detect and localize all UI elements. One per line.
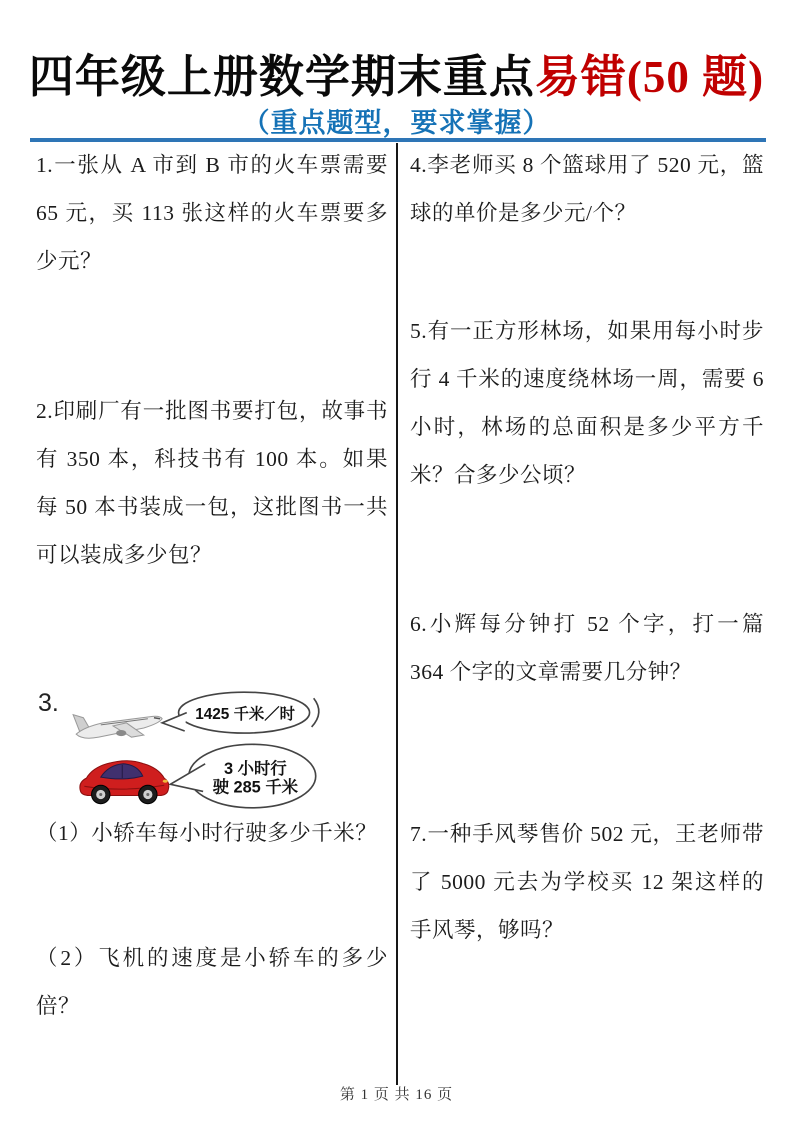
problem-5: 5.有一正方形林场，如果用每小时步行 4 千米的速度绕林场一周，需要 6 小时，林场的总面积是多少平方千米？合多少公顷？ bbox=[410, 319, 764, 487]
speed-comparison-figure bbox=[68, 686, 328, 816]
airplane-icon bbox=[73, 715, 162, 739]
page-indicator: 第 1 页 共 16 页 bbox=[339, 1087, 454, 1103]
plane-speech-bubble bbox=[162, 692, 319, 733]
car-speed-label-line2: 驶 285 千米 bbox=[212, 778, 299, 797]
column-divider bbox=[396, 143, 398, 1085]
page-subtitle: （重点题型，要求掌握） bbox=[242, 108, 551, 138]
problem-3-sub2: （2）飞机的速度是小轿车的多少倍？ bbox=[36, 946, 388, 1018]
car-speech-bubble bbox=[170, 744, 315, 807]
plane-speed-label: 1425 千米／时 bbox=[195, 705, 295, 723]
problem-3-number: 3. bbox=[38, 689, 59, 717]
problem-4: 4.李老师买 8 个篮球用了 520 元，篮球的单价是多少元/个？ bbox=[410, 153, 764, 225]
page-title-main: 四年级上册数学期末重点 bbox=[28, 52, 535, 102]
red-car-icon bbox=[80, 761, 169, 804]
problem-7: 7.一种手风琴售价 502 元，王老师带了 5000 元去为学校买 12 架这样的手风琴，够吗？ bbox=[410, 822, 764, 942]
page-title bbox=[0, 40, 793, 105]
problem-1: 1.一张从 A 市到 B 市的火车票需要 65 元，买 113 张这样的火车票要多少元？ bbox=[36, 153, 388, 273]
problem-2: 2.印刷厂有一批图书要打包，故事书有 350 本，科技书有 100 本。如果每 50 本书装成一包，这批图书一共可以装成多少包？ bbox=[36, 399, 388, 567]
problem-6: 6.小辉每分钟打 52 个字，打一篇 364 个字的文章需要几分钟？ bbox=[410, 612, 764, 684]
car-speed-label-line1: 3 小时行 bbox=[223, 760, 287, 779]
problem-3-sub1: （1）小轿车每小时行驶多少千米？ bbox=[36, 821, 378, 845]
page-title-highlight: 易错(50 题) bbox=[534, 52, 765, 102]
worksheet-body bbox=[30, 143, 766, 1085]
